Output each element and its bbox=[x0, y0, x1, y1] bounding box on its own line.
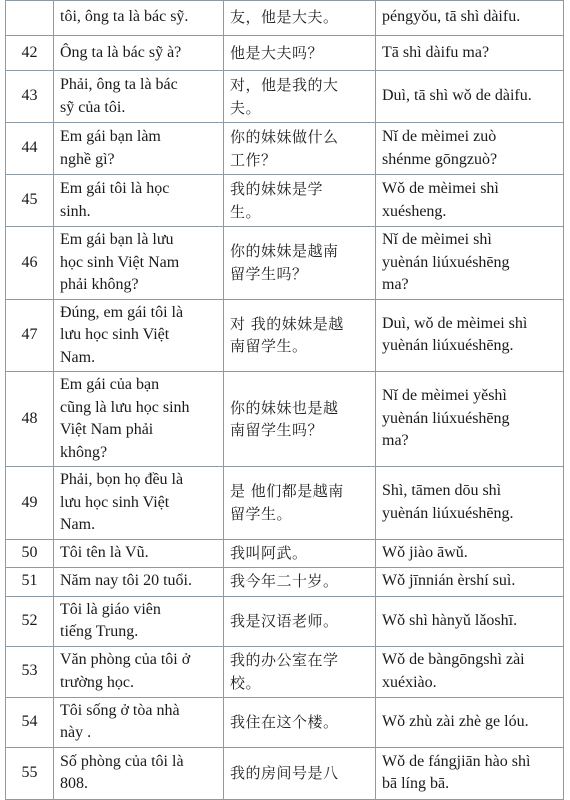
table-row bbox=[6, 747, 564, 799]
row-number: 47 bbox=[6, 299, 54, 372]
pinyin-cell bbox=[376, 227, 564, 300]
vietnamese-cell bbox=[54, 227, 224, 300]
table-row bbox=[6, 596, 564, 646]
chinese-text: 你的妹妹是越南 留学生吗？ bbox=[230, 242, 339, 283]
chinese-text: 是 他们都是越南 留学生。 bbox=[230, 482, 344, 523]
pinyin-text: Tā shì dàifu ma? bbox=[382, 43, 490, 61]
vietnamese-text: Phải, bọn họ đều là lưu học sinh Việt Nam. bbox=[60, 471, 184, 533]
chinese-text: 我叫阿武。 bbox=[230, 543, 308, 562]
table-row bbox=[6, 697, 564, 747]
row-number bbox=[6, 1, 54, 36]
vietnamese-text: Đúng, em gái tôi là lưu học sinh Việt Nam. bbox=[60, 303, 184, 366]
pinyin-cell bbox=[376, 36, 564, 71]
vietnamese-text: Ông ta là bác sỹ à? bbox=[60, 43, 182, 61]
pinyin-text: Wǒ shì hànyǔ lǎoshī. bbox=[382, 611, 518, 629]
vietnamese-text: Phải, ông ta là bác sỹ của tôi. bbox=[60, 76, 178, 116]
pinyin-text: Wǒ de mèimei shì xuésheng. bbox=[382, 180, 499, 220]
table-row bbox=[6, 567, 564, 596]
table-row bbox=[6, 175, 564, 227]
vietnamese-cell bbox=[54, 36, 224, 71]
chinese-text: 友，他是大夫。 bbox=[230, 7, 339, 26]
pinyin-cell bbox=[376, 299, 564, 372]
vietnamese-cell bbox=[54, 567, 224, 596]
row-number: 50 bbox=[6, 539, 54, 567]
vietnamese-cell bbox=[54, 372, 224, 467]
vietnamese-cell bbox=[54, 71, 224, 123]
pinyin-cell bbox=[376, 697, 564, 747]
pinyin-cell bbox=[376, 539, 564, 567]
chinese-cell bbox=[224, 372, 376, 467]
vietnamese-text: Số phòng của tôi là 808. bbox=[60, 752, 184, 792]
table-row bbox=[6, 123, 564, 175]
table-row bbox=[6, 646, 564, 697]
chinese-text: 他是大夫吗？ bbox=[230, 43, 324, 62]
chinese-text: 我的房间号是八 bbox=[230, 763, 339, 782]
pinyin-text: Wǒ de bàngōngshì zài xuéxiào. bbox=[382, 651, 525, 691]
chinese-cell bbox=[224, 596, 376, 646]
row-number: 46 bbox=[6, 227, 54, 300]
table-row bbox=[6, 539, 564, 567]
pinyin-text: Wǒ de fángjiān hào shì bā líng bā. bbox=[382, 752, 531, 792]
vietnamese-text: Năm nay tôi 20 tuổi. bbox=[60, 572, 192, 590]
pinyin-cell bbox=[376, 175, 564, 227]
table-row bbox=[6, 372, 564, 467]
chinese-text: 我今年二十岁。 bbox=[230, 572, 339, 591]
pinyin-cell bbox=[376, 1, 564, 36]
vietnamese-text: Tôi tên là Vũ. bbox=[60, 543, 149, 561]
vietnamese-text: Em gái bạn là lưu học sinh Việt Nam phải không? bbox=[60, 231, 180, 293]
row-number: 42 bbox=[6, 36, 54, 71]
chinese-text: 你的妹妹做什么 工作？ bbox=[230, 128, 339, 169]
vietnamese-text: tôi, ông ta là bác sỹ. bbox=[60, 7, 189, 25]
chinese-cell bbox=[224, 646, 376, 697]
phrase-table bbox=[5, 0, 564, 800]
chinese-text: 对 我的妹妹是越 南留学生。 bbox=[230, 314, 344, 356]
pinyin-cell bbox=[376, 567, 564, 596]
table-row bbox=[6, 227, 564, 300]
vietnamese-cell bbox=[54, 539, 224, 567]
chinese-text: 我住在这个楼。 bbox=[230, 712, 339, 731]
chinese-text: 我的办公室在学 校。 bbox=[230, 651, 339, 692]
pinyin-cell bbox=[376, 71, 564, 123]
row-number: 44 bbox=[6, 123, 54, 175]
pinyin-text: péngyǒu, tā shì dàifu. bbox=[382, 7, 521, 25]
chinese-text: 我的妹妹是学 生。 bbox=[230, 180, 324, 221]
pinyin-text: Wǒ zhù zài zhè ge lóu. bbox=[382, 712, 529, 730]
table-row bbox=[6, 1, 564, 36]
vietnamese-text: Tôi là giáo viên tiếng Trung. bbox=[60, 600, 161, 640]
vietnamese-text: Tôi sống ở tòa nhà này . bbox=[60, 701, 180, 741]
pinyin-text: Nǐ de mèimei shì yuènán liúxuéshēng ma? bbox=[382, 231, 510, 293]
chinese-cell bbox=[224, 467, 376, 540]
chinese-cell bbox=[224, 175, 376, 227]
chinese-cell bbox=[224, 697, 376, 747]
pinyin-cell bbox=[376, 372, 564, 467]
pinyin-text: Nǐ de mèimei zuò shénme gōngzuò? bbox=[382, 128, 498, 168]
row-number: 48 bbox=[6, 372, 54, 467]
chinese-text: 你的妹妹也是越 南留学生吗？ bbox=[230, 398, 339, 439]
vietnamese-cell bbox=[54, 467, 224, 540]
chinese-cell bbox=[224, 71, 376, 123]
table-row bbox=[6, 71, 564, 123]
row-number: 54 bbox=[6, 697, 54, 747]
chinese-cell bbox=[224, 747, 376, 799]
pinyin-cell bbox=[376, 646, 564, 697]
vietnamese-cell bbox=[54, 1, 224, 36]
pinyin-text: Wǒ jiào āwǔ. bbox=[382, 543, 468, 561]
pinyin-cell bbox=[376, 123, 564, 175]
row-number: 43 bbox=[6, 71, 54, 123]
chinese-cell bbox=[224, 227, 376, 300]
row-number: 45 bbox=[6, 175, 54, 227]
row-number: 51 bbox=[6, 567, 54, 596]
vietnamese-text: Văn phòng của tôi ở trường học. bbox=[60, 651, 191, 691]
pinyin-text: Shì, tāmen dōu shì yuènán liúxuéshēng. bbox=[382, 482, 514, 522]
vietnamese-cell bbox=[54, 747, 224, 799]
table-row bbox=[6, 36, 564, 71]
chinese-text: 我是汉语老师。 bbox=[230, 611, 339, 630]
chinese-text: 对，他是我的大 夫。 bbox=[230, 76, 339, 117]
vietnamese-text: Em gái bạn làm nghề gì? bbox=[60, 128, 161, 168]
phrase-table-body bbox=[6, 1, 564, 800]
row-number: 55 bbox=[6, 747, 54, 799]
vietnamese-cell bbox=[54, 175, 224, 227]
vietnamese-cell bbox=[54, 299, 224, 372]
table-row bbox=[6, 299, 564, 372]
pinyin-text: Duì, wǒ de mèimei shì yuènán liúxuéshēng. bbox=[382, 314, 528, 355]
vietnamese-cell bbox=[54, 646, 224, 697]
row-number: 49 bbox=[6, 467, 54, 540]
vietnamese-cell bbox=[54, 697, 224, 747]
chinese-cell bbox=[224, 567, 376, 596]
chinese-cell bbox=[224, 299, 376, 372]
pinyin-text: Wǒ jīnnián èrshí suì. bbox=[382, 572, 516, 590]
vietnamese-text: Em gái tôi là học sinh. bbox=[60, 180, 170, 220]
pinyin-cell bbox=[376, 747, 564, 799]
vietnamese-text: Em gái của bạn cũng là lưu học sinh Việt Nam phải không? bbox=[60, 376, 190, 461]
pinyin-cell bbox=[376, 596, 564, 646]
chinese-cell bbox=[224, 123, 376, 175]
chinese-cell bbox=[224, 539, 376, 567]
row-number: 52 bbox=[6, 596, 54, 646]
vietnamese-cell bbox=[54, 123, 224, 175]
table-row bbox=[6, 467, 564, 540]
pinyin-text: Duì, tā shì wǒ de dàifu. bbox=[382, 87, 532, 105]
chinese-cell bbox=[224, 36, 376, 71]
pinyin-cell bbox=[376, 467, 564, 540]
pinyin-text: Nǐ de mèimei yěshì yuènán liúxuéshēng ma? bbox=[382, 387, 510, 450]
row-number: 53 bbox=[6, 646, 54, 697]
chinese-cell bbox=[224, 1, 376, 36]
vietnamese-cell bbox=[54, 596, 224, 646]
